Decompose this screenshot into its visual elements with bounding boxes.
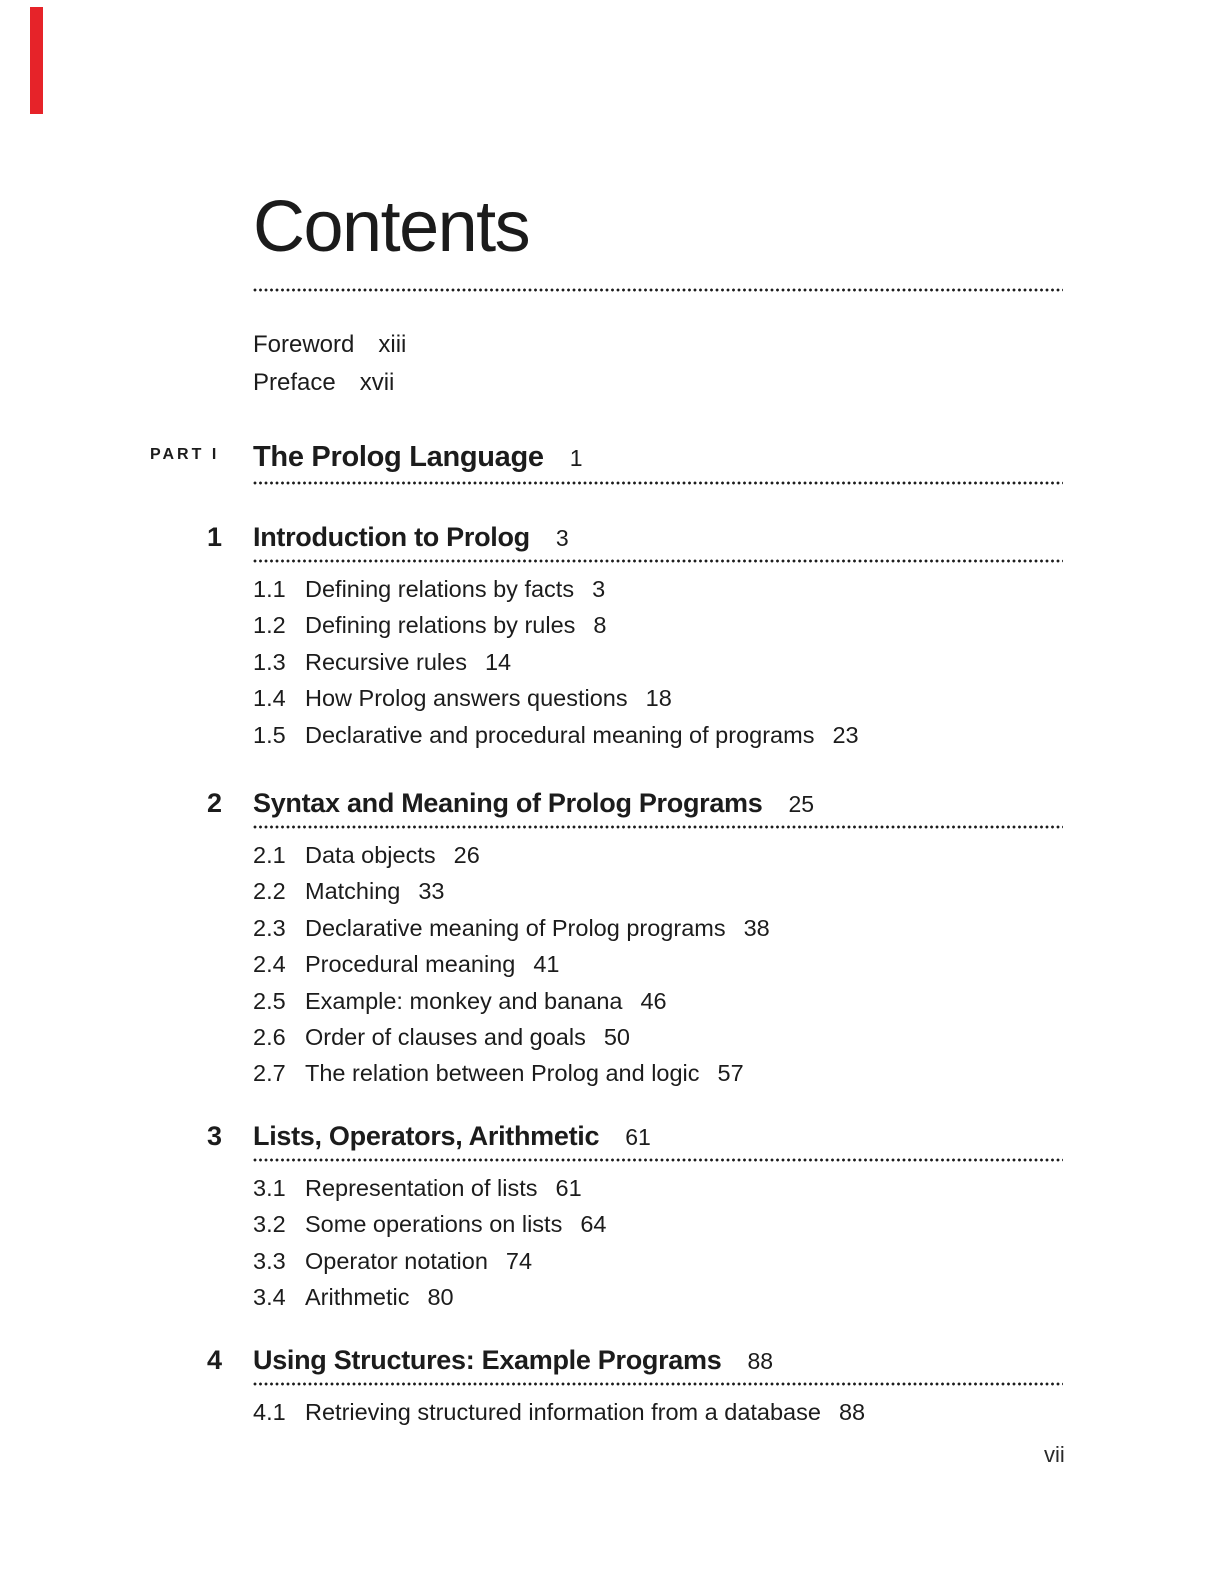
section-page-number: 33 — [418, 878, 445, 905]
front-matter-page-number: xiii — [378, 331, 407, 358]
toc-page — [150, 0, 1063, 1430]
dotted-rule-part — [253, 481, 1063, 485]
section-list — [253, 1170, 1063, 1316]
section-page-number: 3 — [592, 576, 606, 602]
section-number: 2.5 — [253, 987, 286, 1014]
toc-section-row — [253, 644, 1063, 680]
chapter-entry-1 — [207, 522, 1063, 753]
chapter-title: Introduction to Prolog — [253, 522, 530, 552]
section-title: Representation of lists — [305, 1174, 538, 1201]
toc-section-row — [253, 1279, 1063, 1315]
section-number: 3.2 — [253, 1211, 286, 1238]
section-page-number: 57 — [717, 1060, 744, 1087]
section-number: 1.4 — [253, 685, 286, 712]
section-number: 2.4 — [253, 951, 286, 978]
section-page-number: 41 — [533, 951, 560, 978]
section-title: Some operations on lists — [305, 1211, 563, 1238]
dotted-rule-chapter — [253, 1382, 1063, 1386]
section-title: Retrieving structured information from a database — [305, 1398, 821, 1425]
toc-section-row — [253, 1019, 1063, 1055]
front-matter-page-number: xvii — [359, 369, 395, 396]
section-title: The relation between Prolog and logic — [305, 1060, 700, 1087]
section-list — [253, 837, 1063, 1092]
toc-section-row — [253, 1055, 1063, 1091]
toc-section-row — [253, 946, 1063, 982]
part-label: PART I — [150, 446, 220, 463]
toc-section-row — [253, 983, 1063, 1019]
section-page-number: 80 — [427, 1284, 454, 1311]
section-title: How Prolog answers questions — [305, 685, 628, 712]
section-page-number: 18 — [645, 685, 672, 712]
chapter-page-number: 25 — [788, 791, 815, 818]
chapter-number: 4 — [207, 1344, 222, 1375]
chapter-entry-4 — [207, 1344, 1063, 1430]
section-page-number: 64 — [580, 1211, 607, 1238]
section-list — [253, 1394, 1063, 1430]
section-number: 3.3 — [253, 1247, 286, 1274]
chapter-number: 2 — [207, 788, 222, 819]
part-title: The Prolog Language — [253, 441, 544, 473]
front-matter-row — [253, 364, 1063, 402]
chapter-heading — [207, 522, 1063, 553]
section-page-number: 46 — [640, 987, 667, 1014]
section-title: Declarative meaning of Prolog programs — [305, 914, 726, 941]
section-page-number: 74 — [505, 1247, 533, 1274]
toc-section-row — [253, 1170, 1063, 1206]
toc-section-row — [253, 571, 1063, 607]
section-title: Defining relations by facts — [305, 576, 575, 602]
section-page-number: 61 — [555, 1174, 582, 1201]
section-number: 3.4 — [253, 1284, 286, 1311]
section-page-number: 88 — [838, 1398, 866, 1425]
section-title: Operator notation — [305, 1247, 488, 1274]
chapter-title: Using Structures: Example Programs — [253, 1344, 722, 1375]
chapter-title: Lists, Operators, Arithmetic — [253, 1120, 600, 1151]
section-title: Matching — [305, 878, 401, 905]
page-title: Contents — [253, 187, 530, 267]
section-title: Defining relations by rules — [305, 612, 576, 639]
section-title: Procedural meaning — [305, 951, 516, 978]
section-title: Recursive rules — [305, 648, 467, 675]
toc-section-row — [253, 607, 1063, 643]
chapter-heading — [207, 1120, 1063, 1152]
section-page-number: 50 — [603, 1024, 630, 1051]
section-number: 1.3 — [253, 648, 286, 675]
toc-section-row — [253, 680, 1063, 716]
section-title: Example: monkey and banana — [305, 987, 623, 1014]
section-number: 2.2 — [253, 878, 286, 905]
dotted-rule-title — [253, 288, 1063, 292]
section-number: 2.1 — [253, 842, 286, 869]
section-page-number: 14 — [484, 648, 512, 675]
front-matter — [253, 326, 1063, 402]
section-number: 1.1 — [253, 576, 286, 602]
toc-section-row — [253, 910, 1063, 946]
toc-section-row — [253, 1394, 1063, 1430]
chapter-entry-3 — [207, 1120, 1063, 1316]
part-heading — [150, 441, 1063, 473]
dotted-rule-chapter — [253, 1158, 1063, 1162]
chapter-page-number: 3 — [555, 525, 569, 551]
section-number: 2.6 — [253, 1024, 286, 1051]
dotted-rule-chapter — [253, 825, 1063, 829]
front-matter-label: Preface — [253, 369, 336, 396]
chapter-number: 1 — [207, 522, 222, 552]
section-title: Order of clauses and goals — [305, 1024, 586, 1051]
front-matter-row — [253, 326, 1063, 364]
section-number: 3.1 — [253, 1174, 286, 1201]
folio-page-number: vii — [1044, 1442, 1065, 1467]
front-matter-label: Foreword — [253, 331, 355, 358]
toc-section-row — [253, 837, 1063, 873]
toc-section-row — [253, 1243, 1063, 1279]
toc-section-row — [253, 873, 1063, 909]
section-number: 1.2 — [253, 612, 286, 639]
chapter-entry-2 — [207, 788, 1063, 1092]
chapter-page-number: 61 — [625, 1123, 651, 1150]
chapter-heading — [207, 788, 1063, 819]
red-edge-mark — [30, 7, 43, 114]
section-page-number: 23 — [832, 721, 859, 748]
toc-section-row — [253, 1206, 1063, 1242]
section-list — [253, 571, 1063, 753]
dotted-rule-chapter — [253, 559, 1063, 563]
chapter-title: Syntax and Meaning of Prolog Programs — [253, 788, 763, 819]
toc-section-row — [253, 717, 1063, 753]
section-page-number: 26 — [453, 842, 480, 869]
section-title: Data objects — [305, 842, 436, 869]
section-number: 4.1 — [253, 1398, 286, 1425]
chapter-page-number: 88 — [747, 1347, 774, 1374]
section-title: Declarative and procedural meaning of programs — [305, 721, 815, 748]
section-number: 1.5 — [253, 721, 286, 748]
section-page-number: 8 — [593, 612, 607, 639]
section-number: 2.7 — [253, 1060, 286, 1087]
chapter-number: 3 — [207, 1120, 222, 1151]
section-title: Arithmetic — [305, 1284, 410, 1311]
chapter-heading — [207, 1344, 1063, 1376]
part-page-number: 1 — [569, 445, 583, 471]
section-number: 2.3 — [253, 914, 286, 941]
section-page-number: 38 — [743, 914, 770, 941]
